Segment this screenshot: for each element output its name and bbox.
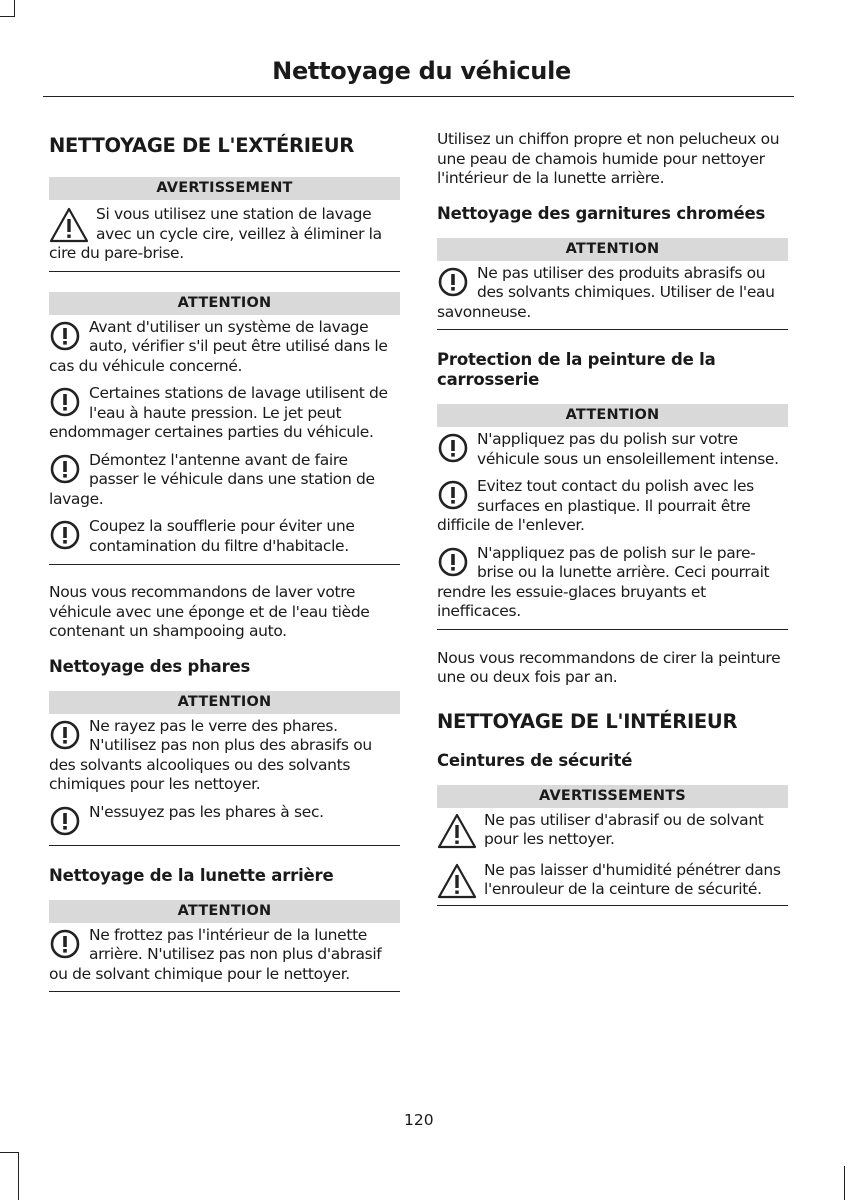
attention-item: Coupez la soufflerie pour éviter une contamination du filtre d'habitacle. — [49, 517, 400, 556]
caution-circle-icon — [49, 805, 81, 837]
warning-item: Si vous utilisez une station de lavage avec un cycle cire, veillez à éliminer la cire du pare-brise. — [49, 205, 382, 262]
subheading-rear-window: Nettoyage de la lunette arrière — [49, 865, 334, 885]
warning-triangle-icon — [437, 863, 477, 899]
warning-box-seatbelts — [437, 785, 788, 906]
warning-item: Ne pas utiliser d'abrasif ou de solvant pour les nettoyer. — [437, 811, 788, 850]
crop-mark — [844, 1166, 845, 1200]
page-title: Nettoyage du véhicule — [272, 57, 571, 85]
attention-item: Certaines stations de lavage utilisent de l'eau à haute pression. Le jet peut endommager certaines parties du véhicule. — [49, 384, 388, 441]
attention-box-chrome — [437, 238, 788, 331]
attention-item: Ne pas utiliser des produits abrasifs ou des solvants chimiques. Utiliser de l'eau savonneuse. — [437, 263, 775, 321]
attention-box-rear-window — [49, 900, 400, 993]
section-heading-interior: NETTOYAGE DE L'INTÉRIEUR — [437, 709, 738, 733]
caution-circle-icon — [49, 320, 81, 352]
cloth-paragraph: Utilisez un chiffon propre et non pelucheux ou une peau de chamois humide pour nettoyer l'intérieur de la lunette arrière. — [437, 130, 780, 187]
warning-triangle-icon — [49, 207, 89, 243]
caution-circle-icon — [437, 432, 469, 464]
attention-label: ATTENTION — [49, 900, 400, 923]
wash-paragraph: Nous vous recommandons de laver votre véhicule avec une éponge et de l'eau tiède contenant un shampooing auto. — [49, 583, 370, 640]
warning-label: AVERTISSEMENTS — [437, 785, 788, 808]
attention-item: N'essuyez pas les phares à sec. — [49, 803, 400, 837]
section-heading-exterior: NETTOYAGE DE L'EXTÉRIEUR — [49, 134, 354, 157]
crop-mark — [0, 16, 15, 17]
attention-item: Ne rayez pas le verre des phares. N'utilisez pas non plus des abrasifs ou des solvants alcooliques ou des solvants chimiques pour les nettoyer. — [49, 716, 372, 793]
subheading-headlamps: Nettoyage des phares — [49, 656, 251, 676]
attention-item: Avant d'utiliser un système de lavage auto, vérifier s'il peut être utilisé dans le cas du véhicule concerné. — [49, 317, 388, 375]
crop-mark — [0, 1152, 18, 1153]
attention-item: N'appliquez pas de polish sur le pare-brise ou la lunette arrière. Ceci pourrait rendre les essuie-glaces bruyants et inefficaces. — [437, 543, 770, 620]
warning-triangle-icon — [437, 813, 477, 849]
subheading-paint: Protection de la peinture de la carrosserie — [437, 350, 716, 389]
page-number: 120 — [404, 1111, 434, 1129]
attention-box-exterior — [49, 292, 400, 566]
caution-circle-icon — [437, 479, 469, 511]
attention-label: ATTENTION — [49, 691, 400, 714]
subheading-seatbelts: Ceintures de sécurité — [437, 750, 633, 770]
caution-circle-icon — [49, 453, 81, 485]
crop-mark — [14, 0, 15, 16]
subheading-chrome: Nettoyage des garnitures chromées — [437, 203, 766, 223]
caution-circle-icon — [49, 928, 81, 960]
attention-item: Ne frottez pas l'intérieur de la lunette arrière. N'utilisez pas non plus d'abrasif ou de solvant chimique pour le nettoyer. — [49, 925, 382, 983]
attention-item: Evitez tout contact du polish avec les surfaces en plastique. Il pourrait être difficile de l'enlever. — [437, 477, 754, 534]
caution-circle-icon — [49, 519, 81, 551]
attention-label: ATTENTION — [437, 238, 788, 261]
caution-circle-icon — [437, 546, 469, 578]
warning-box — [49, 177, 400, 272]
warning-item: Ne pas laisser d'humidité pénétrer dans l'enrouleur de la ceinture de sécurité. — [437, 861, 788, 900]
caution-circle-icon — [49, 719, 81, 751]
attention-box-paint — [437, 404, 788, 630]
caution-circle-icon — [437, 266, 469, 298]
attention-item: N'appliquez pas du polish sur votre véhicule sous un ensoleillement intense. — [437, 430, 788, 469]
attention-label: ATTENTION — [437, 404, 788, 427]
warning-label: AVERTISSEMENT — [49, 177, 400, 200]
caution-circle-icon — [49, 386, 81, 418]
header-divider — [43, 96, 794, 97]
crop-mark — [18, 1152, 19, 1200]
attention-label: ATTENTION — [49, 292, 400, 315]
attention-item: Démontez l'antenne avant de faire passer le véhicule dans une station de lavage. — [49, 450, 375, 508]
right-column — [437, 130, 788, 906]
wax-paragraph: Nous vous recommandons de cirer la peinture une ou deux fois par an. — [437, 648, 781, 686]
attention-box-headlamps — [49, 691, 400, 846]
left-column — [49, 130, 400, 992]
